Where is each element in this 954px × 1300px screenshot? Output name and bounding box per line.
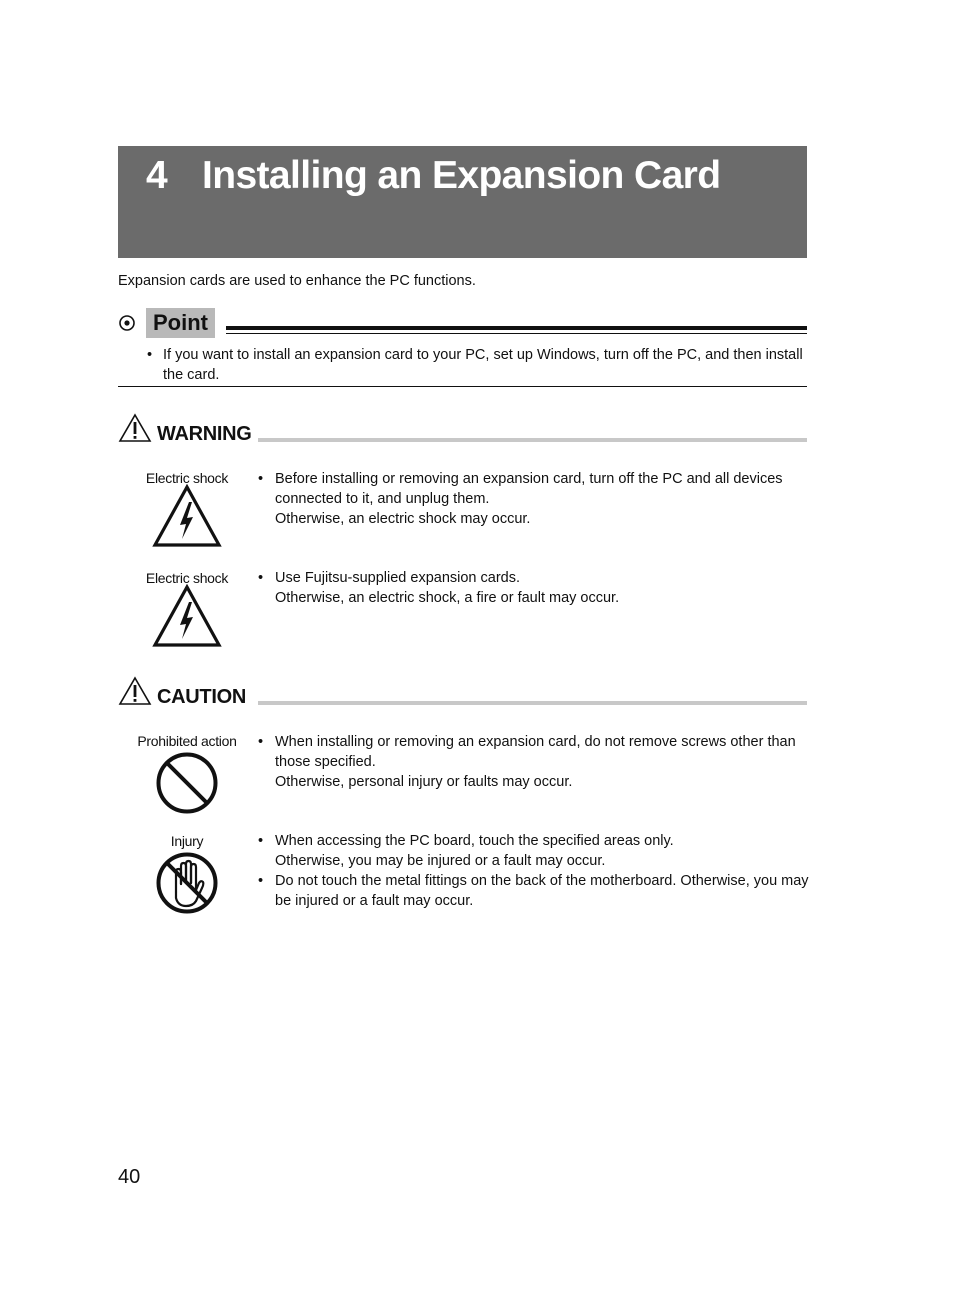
prohibited-icon — [152, 750, 222, 816]
item-continuation: Otherwise, an electric shock may occur. — [275, 511, 531, 527]
point-label: Point — [146, 308, 215, 338]
no-touch-hand-icon — [152, 850, 222, 916]
page-number: 40 — [118, 1166, 141, 1188]
point-bottom-rule — [118, 386, 807, 387]
item-text: When installing or removing an expansion card, do not remove screws other than those specified. — [275, 734, 796, 770]
chapter-number: 4 — [146, 154, 168, 197]
item-continuation: Otherwise, personal injury or faults may occur. — [275, 774, 573, 790]
point-header — [118, 308, 807, 338]
electric-shock-icon — [152, 584, 222, 650]
intro-text: Expansion cards are used to enhance the PC functions. — [118, 273, 476, 289]
item-text: Use Fujitsu-supplied expansion cards. — [275, 570, 521, 586]
symbol-label: Electric shock — [145, 570, 229, 586]
item-text: Do not touch the metal fittings on the back of the motherboard. Otherwise, you may be injured or a fault may occur. — [275, 873, 809, 909]
electric-shock-icon — [152, 484, 222, 550]
item-continuation: Otherwise, you may be injured or a fault may occur. — [275, 853, 606, 869]
bullet: • — [147, 347, 153, 363]
bullet: • — [258, 734, 264, 750]
symbol-label: Injury — [170, 833, 204, 849]
bullet: • — [258, 471, 264, 487]
point-item — [147, 345, 809, 385]
item-text: Before installing or removing an expansion card, turn off the PC and all devices connected to it, and unplug them. — [275, 471, 783, 507]
symbol-label: Prohibited action — [137, 733, 237, 749]
warning-item-2 — [258, 568, 810, 608]
point-rule — [226, 326, 807, 330]
caution-rule — [258, 701, 807, 705]
caution-label: CAUTION — [157, 686, 247, 708]
point-item-text: If you want to install an expansion card to your PC, set up Windows, turn off the PC, and then install the card. — [163, 347, 803, 383]
warning-triangle-icon — [118, 413, 152, 443]
point-target-icon — [118, 314, 136, 332]
warning-rule — [258, 438, 807, 442]
bullet: • — [258, 873, 264, 889]
warning-item-1 — [258, 469, 810, 529]
bullet: • — [258, 570, 264, 586]
bullet: • — [258, 833, 264, 849]
item-text: When accessing the PC board, touch the specified areas only. — [275, 833, 674, 849]
chapter-title — [146, 154, 720, 198]
caution-triangle-icon — [118, 676, 152, 706]
item-continuation: Otherwise, an electric shock, a fire or fault may occur. — [275, 590, 620, 606]
point-rule-thin — [226, 333, 807, 334]
chapter-title-text: Installing an Expansion Card — [202, 154, 721, 197]
warning-label: WARNING — [157, 423, 252, 445]
caution-item-1 — [258, 732, 810, 792]
symbol-label: Electric shock — [145, 470, 229, 486]
caution-item-2 — [258, 831, 810, 911]
